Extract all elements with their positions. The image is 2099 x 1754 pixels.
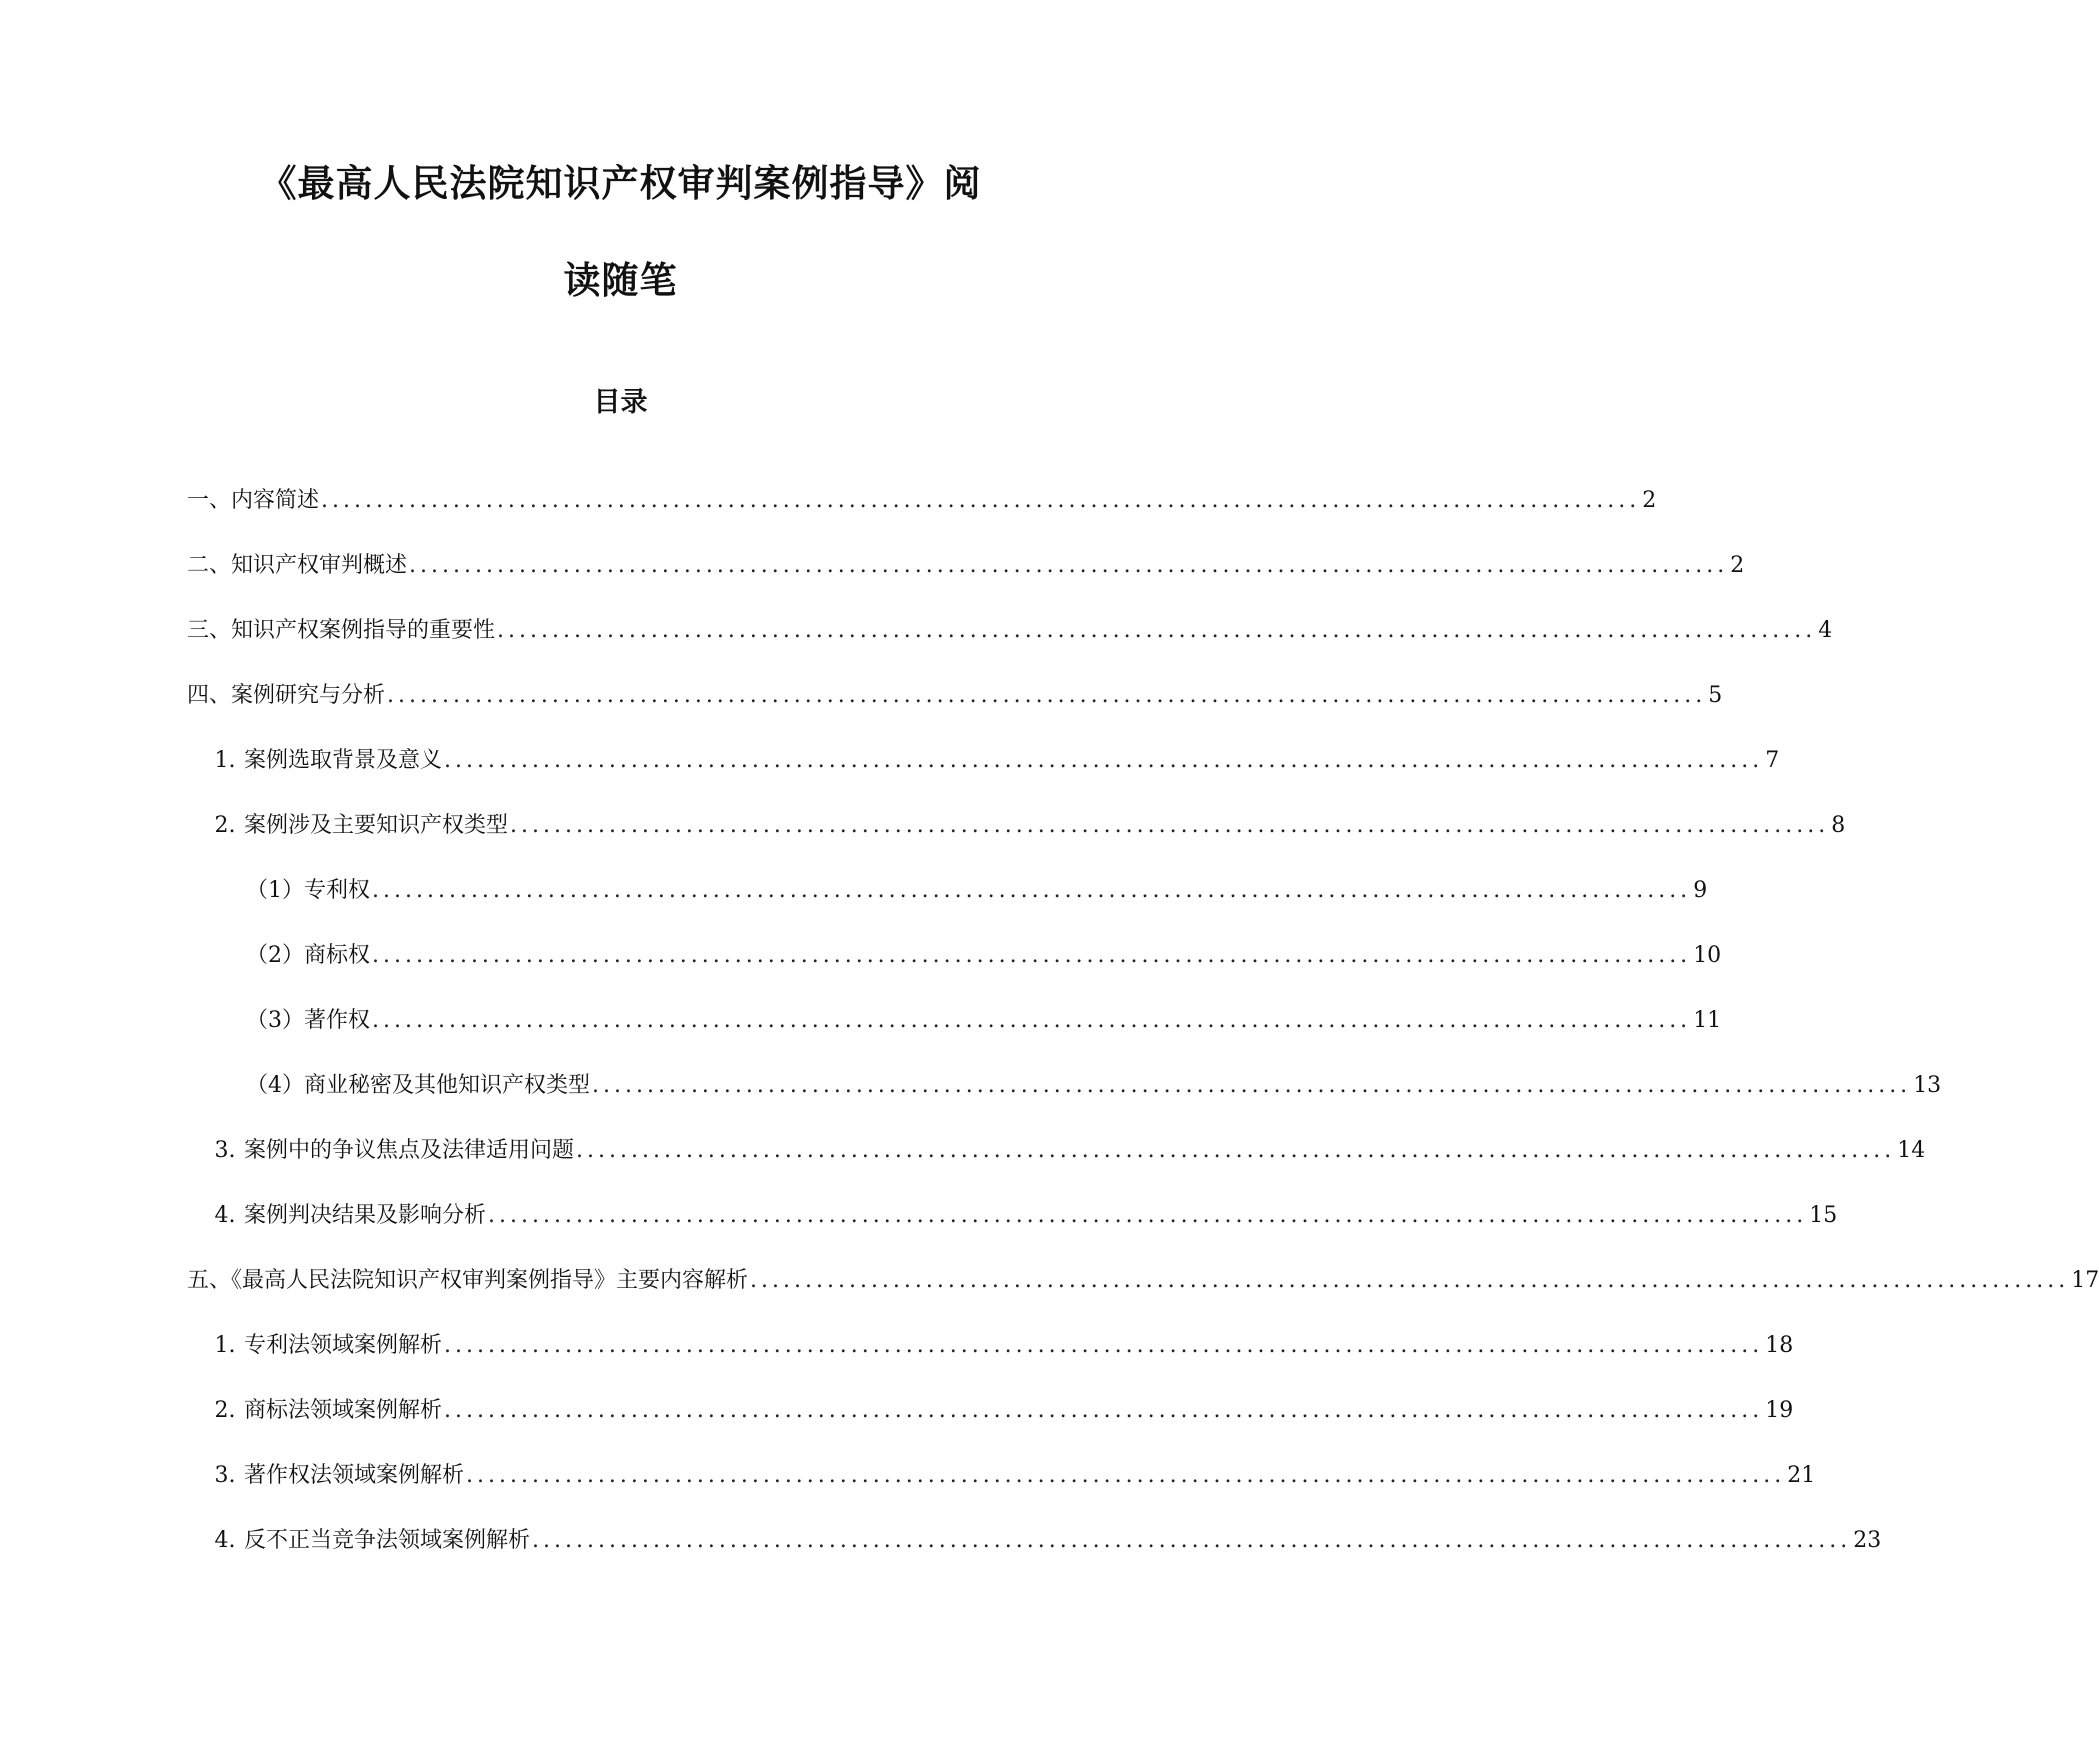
toc-leader-dots: ........................................................................................................................	[321, 488, 1641, 513]
toc-leader-dots: ........................................................................................................................	[750, 1268, 2070, 1293]
toc-entry-label: 著作权法领域案例解析	[244, 1463, 465, 1488]
toc-entry-label: （3）著作权	[246, 1008, 370, 1033]
toc-entry-page: 18	[1765, 1333, 1794, 1358]
toc-entry-label: 五、《最高人民法院知识产权审判案例指导》主要内容解析	[187, 1268, 749, 1293]
toc-entry[interactable]	[206, 1459, 1816, 1493]
toc-entry[interactable]	[206, 809, 1846, 843]
toc-leader-dots: ........................................................................................................................	[372, 878, 1692, 903]
toc-entry[interactable]	[246, 1069, 1942, 1103]
toc-leader-dots: ........................................................................................................................	[372, 943, 1692, 968]
toc-entry-page: 13	[1913, 1073, 1942, 1098]
toc-entry-page: 19	[1765, 1398, 1794, 1423]
toc-entry-page: 10	[1693, 943, 1722, 968]
toc-leader-dots: ........................................................................................................................	[497, 618, 1817, 643]
toc-entry-page: 8	[1831, 813, 1846, 838]
toc-entry[interactable]	[206, 744, 1780, 778]
toc-entry[interactable]	[187, 484, 1657, 518]
toc-entry[interactable]	[187, 549, 1745, 583]
toc-entry-label: 专利法领域案例解析	[244, 1333, 443, 1358]
toc-entry-number: 2.	[214, 813, 236, 838]
toc-entry-label: 三、知识产权案例指导的重要性	[187, 618, 496, 643]
toc-entry-label: 二、知识产权审判概述	[187, 553, 408, 578]
toc-entry-label: （2）商标权	[246, 943, 370, 968]
toc-entry-page: 4	[1818, 618, 1833, 643]
toc-leader-dots: ........................................................................................................................	[444, 1333, 1764, 1358]
toc-leader-dots: ........................................................................................................................	[510, 813, 1830, 838]
toc-leader-dots: ........................................................................................................................	[592, 1073, 1912, 1098]
toc-entry[interactable]	[246, 1004, 1722, 1038]
toc-entry-page: 23	[1853, 1528, 1882, 1553]
toc-entry-number: 3.	[214, 1138, 236, 1163]
toc-entry-page: 9	[1693, 878, 1708, 903]
toc-entry[interactable]	[206, 1134, 1926, 1168]
toc-entry-number: 4.	[214, 1528, 236, 1553]
document-title-line-2: 读随笔	[563, 259, 678, 302]
toc-entry-number: 4.	[214, 1203, 236, 1228]
toc-entry-label: 反不正当竞争法领域案例解析	[244, 1528, 531, 1553]
toc-entry-label: （4）商业秘密及其他知识产权类型	[246, 1073, 590, 1098]
toc-entry-label: 四、案例研究与分析	[187, 683, 386, 708]
toc-entry-page: 2	[1642, 488, 1657, 513]
toc-leader-dots: ........................................................................................................................	[387, 683, 1707, 708]
toc-leader-dots: ........................................................................................................................	[372, 1008, 1692, 1033]
toc-entry-page: 14	[1897, 1138, 1926, 1163]
toc-entry-label: （1）专利权	[246, 878, 370, 903]
toc-entry-page: 2	[1730, 553, 1745, 578]
toc-entry-page: 5	[1708, 683, 1723, 708]
toc-entry[interactable]	[206, 1199, 1838, 1233]
toc-entry-label: 商标法领域案例解析	[244, 1398, 443, 1423]
toc-entry-label: 案例判决结果及影响分析	[244, 1203, 487, 1228]
toc-heading: 目录	[593, 387, 648, 418]
toc-entry[interactable]	[206, 1524, 1882, 1558]
toc-entry[interactable]	[246, 939, 1722, 973]
toc-entry[interactable]	[187, 679, 1723, 713]
toc-entry-page: 15	[1809, 1203, 1838, 1228]
toc-leader-dots: ........................................................................................................................	[576, 1138, 1896, 1163]
toc-entry-number: 1.	[214, 748, 236, 773]
toc-entry[interactable]	[187, 614, 1833, 648]
toc-entry-page: 7	[1765, 748, 1780, 773]
toc-entry-number: 3.	[214, 1463, 236, 1488]
toc-leader-dots: ........................................................................................................................	[409, 553, 1729, 578]
toc-entry-page: 11	[1693, 1008, 1722, 1033]
document-title-line-1: 《最高人民法院知识产权审判案例指导》阅	[259, 162, 982, 205]
toc-entry-page: 21	[1787, 1463, 1816, 1488]
toc-leader-dots: ........................................................................................................................	[444, 748, 1764, 773]
toc-entry-label: 案例中的争议焦点及法律适用问题	[244, 1138, 575, 1163]
toc-leader-dots: ........................................................................................................................	[532, 1528, 1852, 1553]
toc-entry-number: 2.	[214, 1398, 236, 1423]
toc-entry[interactable]	[206, 1394, 1794, 1428]
toc-entry[interactable]	[246, 874, 1708, 908]
toc-leader-dots: ........................................................................................................................	[488, 1203, 1808, 1228]
toc-entry-label: 案例选取背景及意义	[244, 748, 443, 773]
toc-entry-label: 一、内容简述	[187, 488, 320, 513]
toc-entry[interactable]	[187, 1264, 2099, 1298]
toc-entry-page: 17	[2071, 1268, 2099, 1293]
toc-entry[interactable]	[206, 1329, 1794, 1363]
toc-leader-dots: ........................................................................................................................	[444, 1398, 1764, 1423]
toc-entry-number: 1.	[214, 1333, 236, 1358]
toc-entry-label: 案例涉及主要知识产权类型	[244, 813, 509, 838]
toc-leader-dots: ........................................................................................................................	[466, 1463, 1786, 1488]
